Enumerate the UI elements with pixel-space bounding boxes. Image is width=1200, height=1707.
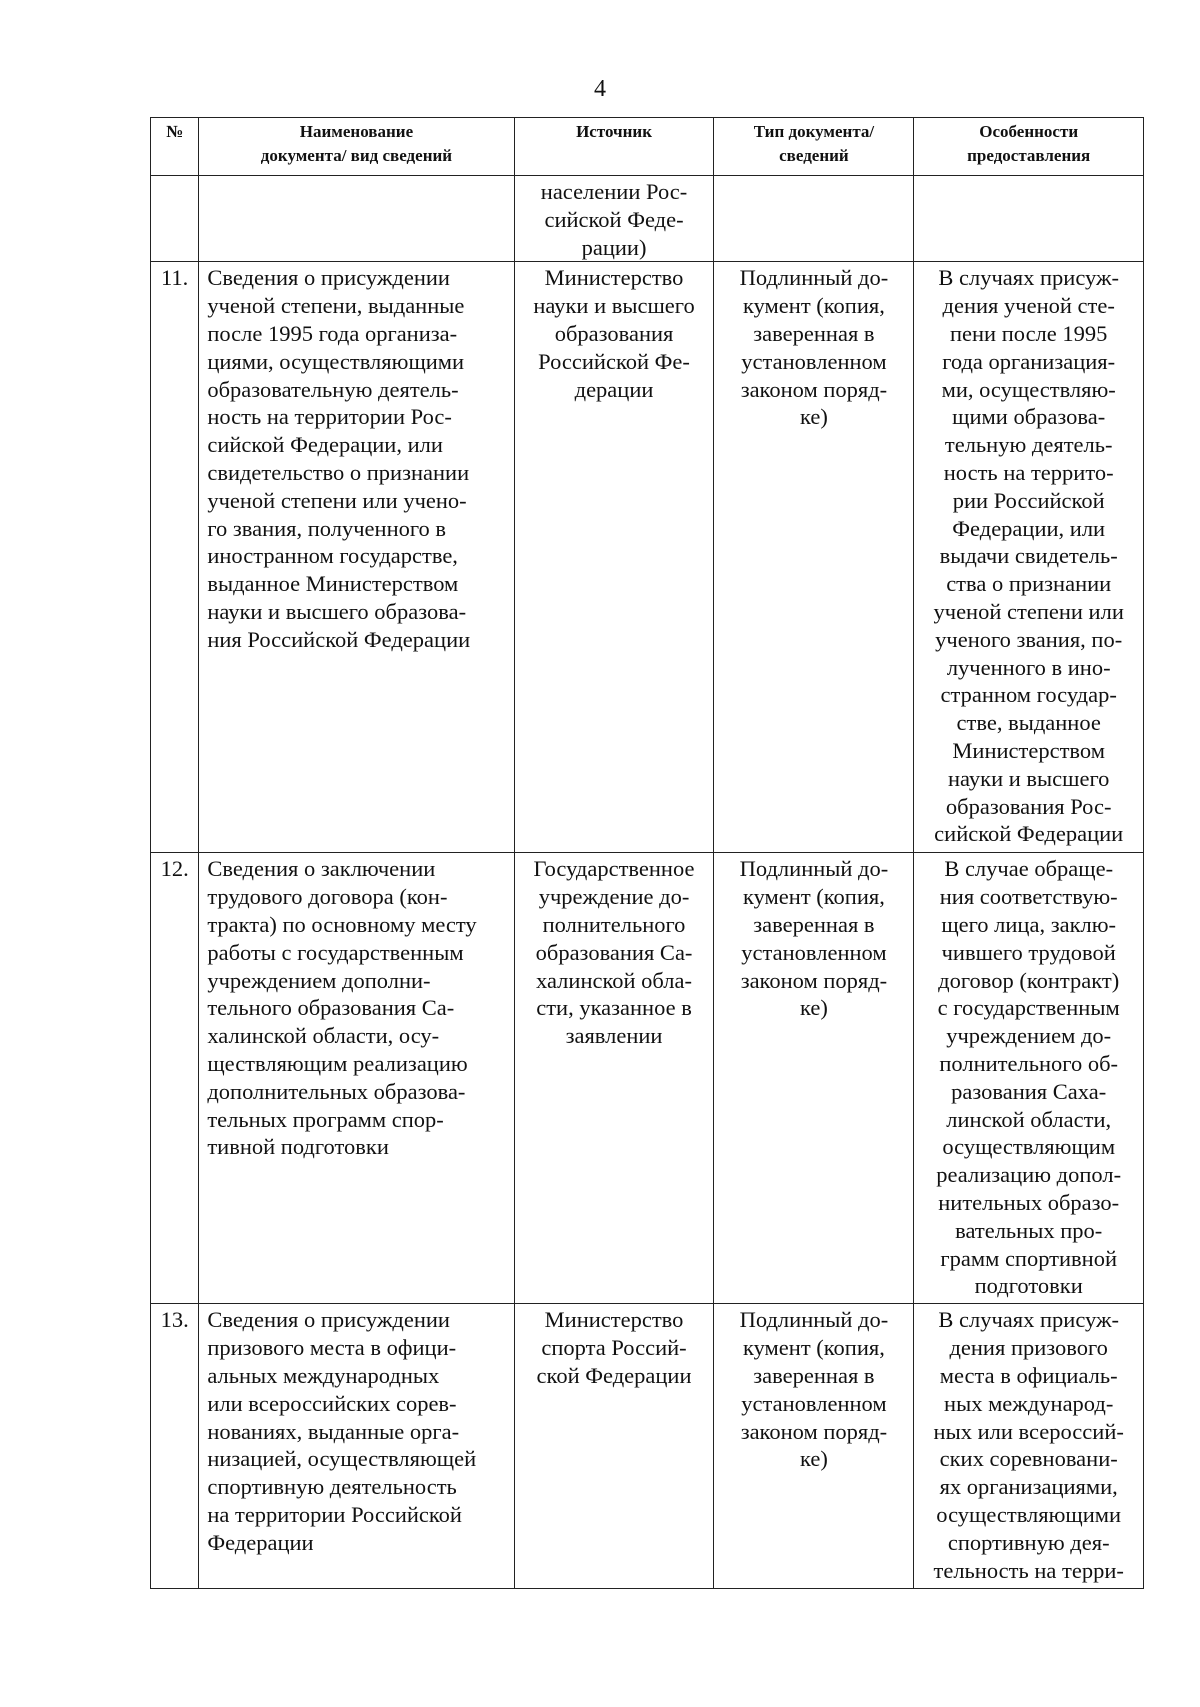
row-number: 13. [151, 1304, 199, 1589]
features-cell: В случае обраще- ния соответствую- щего лица, заклю- чившего трудовой договор (контракт) с государственным учреждением до- полнительного об- разования Саха- линской области, осуществляющим реализацию допол- нительных образо- вательных про- грамм спортивной подготовки [914, 853, 1144, 1304]
source-cell: населении Рос- сийской Феде- рации) [514, 176, 714, 262]
features-cell: В случаях присуж- дения ученой сте- пени после 1995 года организация- ми, осуществляю- щими образова- тельную деятель- ность на террито- рии Российской Федерации, или выдачи свидетель- ства о признании ученой степени или ученого звания, по- лученного в ино- странном государ- стве, выданное Министерством науки и высшего образования Рос- сийской Федерации [914, 262, 1144, 853]
row-number: 12. [151, 853, 199, 1304]
document-type-cell: Подлинный до- кумент (копия, заверенная в установленном законом поряд- ке) [714, 262, 914, 853]
document-name-cell: Сведения о присуждении ученой степени, выданные после 1995 года организа- циями, осуществляющими образовательную деятель- ность на территории Рос- сийской Федерации, или свидетельство о признании ученой степени или учено- го звания, полученного в иностранном государстве, выданное Министерством науки и высшего образова- ния Российской Федерации [199, 262, 514, 853]
table-row [151, 262, 1144, 853]
table-row [151, 176, 1144, 262]
document-name-cell: Сведения о заключении трудового договора (кон- тракта) по основному месту работы с государственным учреждением дополни- тельного образования Са- халинской области, осу- ществляющим реализацию дополнительных образова- тельных программ спор- тивной подготовки [199, 853, 514, 1304]
page-number: 4 [594, 76, 606, 102]
row-number [151, 176, 199, 262]
document-name-cell [199, 176, 514, 262]
header-features: Особенности предоставления [914, 118, 1144, 176]
features-cell [914, 176, 1144, 262]
header-source: Источник [514, 118, 714, 176]
table-row [151, 1304, 1144, 1589]
table-header-row [151, 118, 1144, 176]
source-cell: Государственное учреждение до- полнительного образования Са- халинской обла- сти, указанное в заявлении [514, 853, 714, 1304]
header-number: № [151, 118, 199, 176]
source-cell: Министерство науки и высшего образования Российской Фе- дерации [514, 262, 714, 853]
features-cell: В случаях присуж- дения призового места в официаль- ных международ- ных или всероссий- ских соревновани- ях организациями, осуществляющими спортивную дея- тельность на терри- [914, 1304, 1144, 1589]
document-name-cell: Сведения о присуждении призового места в офици- альных международных или всероссийских сорев- нованиях, выданные орга- низацией, осуществляющей спортивную деятельность на территории Российской Федерации [199, 1304, 514, 1589]
document-type-cell: Подлинный до- кумент (копия, заверенная в установленном законом поряд- ке) [714, 1304, 914, 1589]
document-type-cell: Подлинный до- кумент (копия, заверенная в установленном законом поряд- ке) [714, 853, 914, 1304]
source-cell: Министерство спорта Россий- ской Федерации [514, 1304, 714, 1589]
documents-table [150, 117, 1144, 1589]
row-number: 11. [151, 262, 199, 853]
table-row [151, 853, 1144, 1304]
header-document-name: Наименование документа/ вид сведений [199, 118, 514, 176]
header-document-type: Тип документа/ сведений [714, 118, 914, 176]
document-type-cell [714, 176, 914, 262]
